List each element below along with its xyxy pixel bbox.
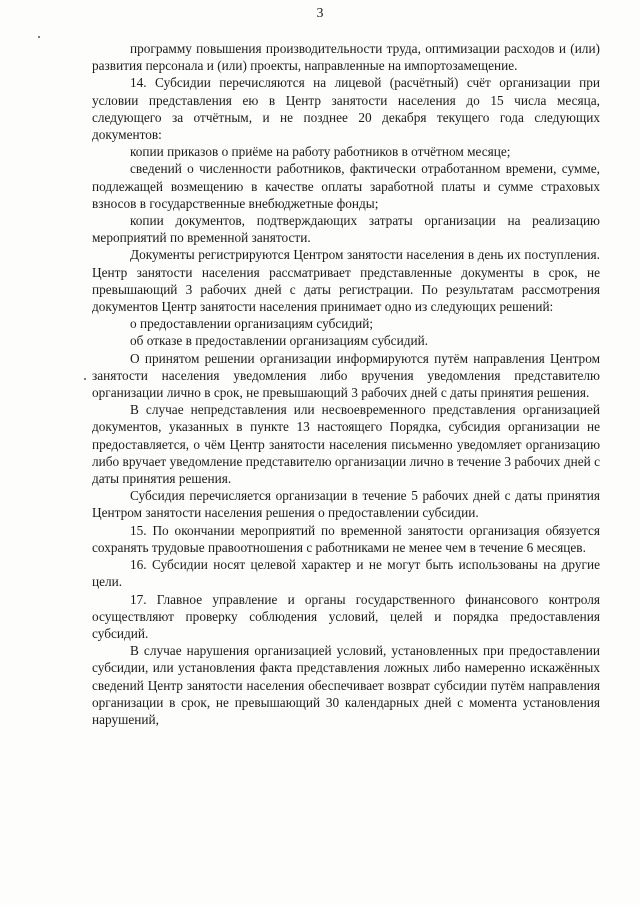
paragraph: В случае нарушения организацией условий, установленных при предоставлении субсидии, или установления факта представления ложных либо намеренно искажённых сведений Центр занятости населения обеспечивает возврат субсидии путём направления организации в срок, не превышающий 30 календарных дней с момента установления нарушений,	[92, 643, 600, 727]
list-item: копии приказов о приёме на работу работников в отчётном месяце;	[130, 144, 511, 160]
paragraph-item-14: 14. Субсидии перечисляются на лицевой (расчётный) счёт организации при условии представления ею в Центр занятости населения до 15 числа месяца, следующего за отчётным, и не позднее 20 декабря текущего года следующих документов:	[92, 75, 600, 143]
document-body	[92, 40, 600, 728]
scan-speck	[38, 36, 40, 38]
paragraph-item-17: 17. Главное управление и органы государственного финансового контроля осуществляют проверку соблюдения условий, целей и порядка предоставления субсидий.	[92, 591, 600, 641]
list-item: сведений о численности работников, фактически отработанном времени, сумме, подлежащей возмещению в качестве оплаты заработной платы и сумме страховых взносов в государственные внебюджетные фонды;	[92, 161, 600, 211]
paragraph: программу повышения производительности труда, оптимизации расходов и (или) развития персонала и (или) проекты, направленные на импортозамещение.	[92, 41, 600, 74]
paragraph: Документы регистрируются Центром занятости населения в день их поступления. Центр занятости населения рассматривает представленные документы в срок, не превышающий 3 рабочих дней с даты регистрации. По результатам рассмотрения документов Центр занятости населения принимает одно из следующих решений:	[92, 247, 600, 315]
list-item: об отказе в предоставлении организациям субсидий.	[130, 333, 429, 349]
paragraph: О принятом решении организации информируются путём направления Центром занятости населения уведомления либо вручения уведомления представителю организации лично в срок, не превышающий 3 рабочих дней с даты принятия решения.	[92, 350, 600, 401]
list-item: копии документов, подтверждающих затраты организации на реализацию мероприятий по временной занятости.	[92, 213, 600, 246]
paragraph: Субсидия перечисляется организации в течение 5 рабочих дней с даты принятия Центром занятости населения решения о предоставлении субсидии.	[92, 488, 600, 521]
page-number: 3	[316, 6, 324, 21]
list-item: о предоставлении организациям субсидий;	[130, 316, 374, 332]
scan-speck	[84, 378, 86, 380]
paragraph-item-15: 15. По окончании мероприятий по временной занятости организация обязуется сохранять трудовые правоотношения с работниками не менее чем в течение 6 месяцев.	[92, 522, 600, 555]
paragraph-item-16: 16. Субсидии носят целевой характер и не могут быть использованы на другие цели.	[92, 557, 600, 590]
paragraph: В случае непредставления или несвоевременного представления организацией документов, указанных в пункте 13 настоящего Порядка, субсидия организации не предоставляется, о чём Центр занятости населения письменно уведомляет организацию либо вручает уведомление представителю организации лично в течение 3 рабочих дней с даты принятия решения.	[92, 402, 600, 487]
